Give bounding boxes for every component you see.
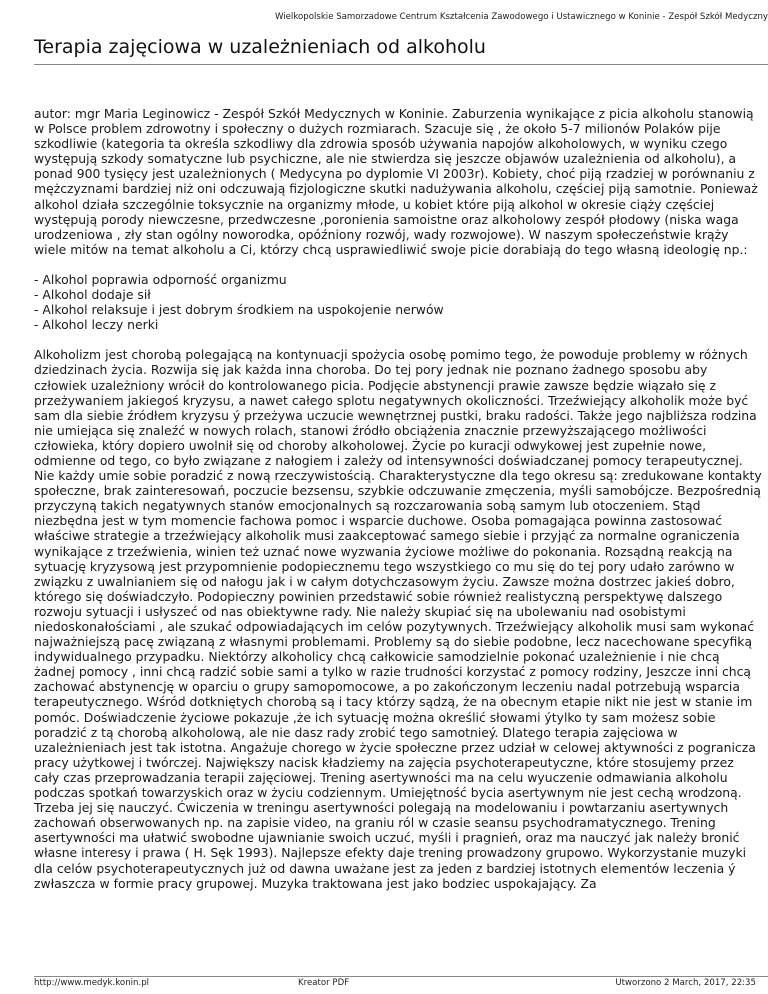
document-title: Terapia zajęciowa w uzależnieniach od alkoholu xyxy=(34,36,486,58)
main-paragraph: Alkoholizm jest chorobą polegającą na kontynuacji spożycia osobę pomimo tego, że powoduje problemy w różnych dziedzinach życia. Rozwija się jak każda inna choroba. Do tej pory jednak nie poznano żadnego sposobu aby człowiek uzależniony wrócił do kontrolowanego picia. Podjęcie abstynencji prawie zawsze będzie wiązało się z przeżywaniem jakiegoś kryzysu, a nawet całego splotu negatywnych okoliczności. Trzeźwiejący alkoholik może być sam dla siebie źródłem kryzysu ý przeżywa uczucie wewnętrznej pustki, braku radości. Także jego najbliższa rodzina nie umiejąca się znaleźć w nowych rolach, stanowi źródło obciążenia znacznie przewyższającego możliwości człowieka, który dopiero uwolnił się od choroby alkoholowej. Życie po kuracji odwykowej jest zupełnie nowe, odmienne od tego, co było związane z nałogiem i zależy od intensywności doświadczanej pomocy terapeutycznej. Nie każdy umie sobie poradzić z nową rzeczywistością. Charakterystyczne dla tego okresu są: zredukowane kontakty społeczne, brak zainteresowań, poczucie bezsensu, szybkie odczuwanie zmęczenia, myśli samobójcze. Bezpośrednią przyczyną takich negatywnych stanów emocjonalnych są rozczarowania sobą samym lub otoczeniem. Stąd niezbędna jest w tym momencie fachowa pomoc i wsparcie duchowe. Osoba pomagająca powinna zastosować właściwe strategie a trzeźwiejący alkoholik musi zaakceptować samego siebie i przyjąć za normalne ograniczenia wynikające z trzeźwienia, winien też uznać nowe wyzwania życiowe możliwe do pokonania. Rozsądną reakcją na sytuację kryzysową jest przypomnienie podopiecznemu tego wszystkiego co mu się do tej pory udało zarówno w związku z uwalnianiem się od nałogu jak i w całym dotychczasowym życiu. Zawsze można dostrzec jakieś dobro, którego się doświadczyło. Podopieczny powinien przedstawić sobie również realistyczną perspektywę dalszego rozwoju sytuacji i usłyszeć od nas obiektywne rady. Nie należy skupiać się na ubolewaniu nad osobistymi niedoskonałościami , ale szukać odpowiadających im celów pozytywnych. Trzeźwiejący alkoholik musi sam wykonać najważniejszą pacę związaną z własnymi problemami. Problemy są do siebie podobne, lecz nacechowane specyfiką indywidualnego przypadku. Niektórzy alkoholicy chcą całkowicie samodzielnie pokonać uzależnienie i nie chcą żadnej pomocy , inni chcą radzić sobie sami a tylko w razie trudności korzystać z pomocy rodziny, Jeszcze inni chcą zachować abstynencję w oparciu o grupy samopomocowe, a po zakończonym leczeniu nadal potrzebują wsparcia terapeutycznego. Wśród dotkniętych chorobą są i tacy którzy sądzą, że na obecnym etapie nikt nie jest w stanie im pomóc. Doświadczenie życiowe pokazuje ,że ich sytuację można określić słowami ýtylko ty sam możesz sobie poradzić z tą chorobą alkoholową, ale nie dasz rady zrobić tego samotnieý. Dlatego terapia zajęciowa w uzależnieniach jest tak istotna. Angażuje chorego w życie społeczne przez udział w celowej aktywności z pogranicza pracy użytkowej i twórczej. Największy nacisk kładziemy na zajęcia psychoterapeutyczne, które stosujemy przez cały czas przeprowadzania terapii zajęciowej. Trening asertywności ma na celu wyuczenie odmawiania alkoholu podczas spotkań towarzyskich oraz w życiu codziennym. Umiejętność bycia asertywnym nie jest cechą wrodzoną. Trzeba jej się nauczyć. Ćwiczenia w treningu asertywności polegają na modelowaniu i powtarzaniu asertywnych zachowań obserwowanych np. na zapisie video, na graniu ról w czasie seansu psychodramatycznego. Trening asertywności ma ułatwić swobodne ujawnianie swoich uczuć, myśli i pragnień, oraz ma nauczyć jak należy bronić własne interesy i prawa ( H. Sęk 1993). Najlepsze efekty daje trening prowadzony grupowo. Wykorzystanie muzyki dla celów psychoterapeutycznych już od dawna uważane jest za jeden z bardziej istotnych elementów leczenia ý zwłaszcza w formie pracy grupowej. Muzyka traktowana jest jako bodziec uspokajający. Za xyxy=(34,347,762,891)
header-institution: Wielkopolskie Samorzadowe Centrum Kształcenia Zawodowego i Ustawicznego w Koninie - Zespół Szkół Medyczny xyxy=(274,12,768,22)
footer-created-date: Utworzono 2 March, 2017, 22:35 xyxy=(615,978,756,988)
page-header xyxy=(0,12,768,22)
footer-divider xyxy=(34,976,768,977)
myths-list xyxy=(34,272,762,332)
list-item: - Alkohol leczy nerki xyxy=(34,317,762,332)
list-item: - Alkohol dodaje sił xyxy=(34,287,762,302)
title-divider xyxy=(34,64,768,65)
document-body xyxy=(34,106,762,891)
list-item: - Alkohol poprawia odporność organizmu xyxy=(34,272,762,287)
footer-generator: Kreator PDF xyxy=(298,978,350,988)
footer-url[interactable]: http://www.medyk.konin.pl xyxy=(34,978,150,988)
intro-paragraph: autor: mgr Maria Leginowicz - Zespół Szkół Medycznych w Koninie. Zaburzenia wynikające z picia alkoholu stanowią w Polsce problem zdrowotny i społeczny o dużych rozmiarach. Szacuje się , że około 5-7 milionów Polaków pije szkodliwie (kategoria ta określa szkodliwy dla zdrowia sposób używania napojów alkoholowych, w wyniku czego występują szkody somatyczne lub psychiczne, ale nie stwierdza się jeszcze objawów uzależnienia od alkoholu), a ponad 900 tysięcy jest uzależnionych ( Medycyna po dyplomie VI 2003r). Kobiety, choć piją rzadziej w porównaniu z mężczyznami bardziej niż oni odczuwają fizjologiczne skutki nadużywania alkoholu, częściej piją samotnie. Ponieważ alkohol działa szczególnie toksycznie na organizmy młode, u kobiet które piją alkohol w okresie ciąży częściej występują porody niewczesne, przedwczesne ,poronienia samoistne oraz alkoholowy zespół płodowy (niska waga urodzeniowa , zły stan ogólny noworodka, opóźniony rozwój, wady rozwojowe). W naszym społeczeństwie krąży wiele mitów na temat alkoholu a Ci, którzy chcą usprawiedliwić swoje picie dorabiają do tego własną ideologię np.: xyxy=(34,106,758,257)
list-item: - Alkohol relaksuje i jest dobrym środkiem na uspokojenie nerwów xyxy=(34,302,762,317)
